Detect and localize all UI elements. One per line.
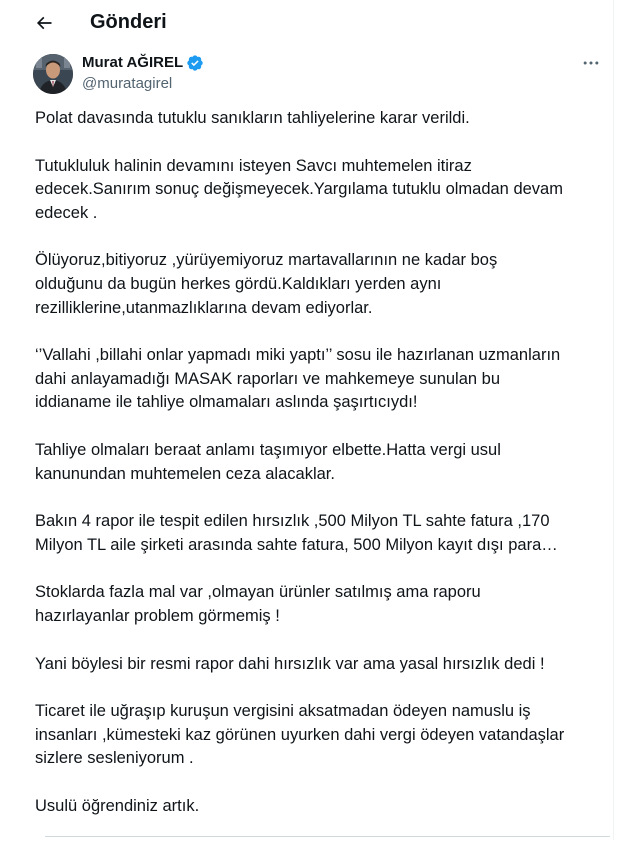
author-name[interactable]: Murat AĞIREL — [82, 54, 184, 71]
more-horizontal-icon — [581, 53, 601, 73]
tweet-paragraph: Bakın 4 rapor ile tespit edilen hırsızlık ,500 Milyon TL sahte fatura ,170 Milyon TL aile şirketi arasında sahte fatura, 500 Milyon kayıt dışı para… — [35, 512, 558, 554]
avatar[interactable] — [33, 54, 73, 94]
arrow-left-icon — [34, 13, 54, 33]
tweet-paragraph: Polat davasında tutuklu sanıkların tahliyelerine karar verildi. — [35, 109, 470, 127]
divider — [45, 836, 610, 837]
tweet-paragraph: Ticaret ile uğraşıp kuruşun vergisini aksatmadan ödeyen namuslu iş insanları ,kümesteki kaz görünen uyurken dahi vergi ödeyen vatandaşlar sizlere sesleniyorum . — [35, 702, 565, 768]
back-button[interactable] — [28, 9, 60, 37]
page-title: Gönderi — [90, 11, 167, 33]
tweet-paragraph: ‘’Vallahi ,billahi onlar yapmadı miki yaptı’’ sosu ile hazırlanan uzmanların dahi anlayamadığı MASAK raporları ve mahkemeye sunulan bu iddianame ile tahliye olmamaları aslında şaşırtıcıydı! — [35, 346, 561, 412]
tweet-paragraph: Stoklarda fazla mal var ,olmayan ürünler satılmış ama raporu hazırlayanlar problem görmemiş ! — [35, 583, 481, 625]
tweet-text — [35, 107, 600, 842]
profile-photo — [33, 54, 73, 94]
tweet-paragraph: Ölüyoruz,bitiyoruz ,yürüyemiyoruz martavallarının ne kadar boş olduğunu da bugün herkes gördü.Kaldıkları yerden aynı rezilliklerine,utanmazlıklarına devam ediyorlar. — [35, 251, 498, 317]
author-handle[interactable]: @muratagirel — [82, 75, 173, 92]
tweet-paragraph: Usulü öğrendiniz artık. — [35, 796, 200, 815]
page-header — [0, 0, 614, 44]
verified-badge-icon — [186, 54, 204, 72]
tweet-paragraph: Yani böylesi bir resmi rapor dahi hırsızlık var ama yasal hırsızlık dedi ! — [35, 654, 545, 673]
more-options-button[interactable] — [578, 52, 604, 74]
tweet-paragraph: Tutukluluk halinin devamını isteyen Savcı muhtemelen itiraz edecek.Sanırım sonuç değişmeyecek.Yargılama tutuklu olmadan devam edecek . — [35, 156, 563, 222]
tweet-paragraph: Tahliye olmaları beraat anlamı taşımıyor elbette.Hatta vergi usul kanunundan muhtemelen ceza alacaklar. — [35, 440, 501, 483]
